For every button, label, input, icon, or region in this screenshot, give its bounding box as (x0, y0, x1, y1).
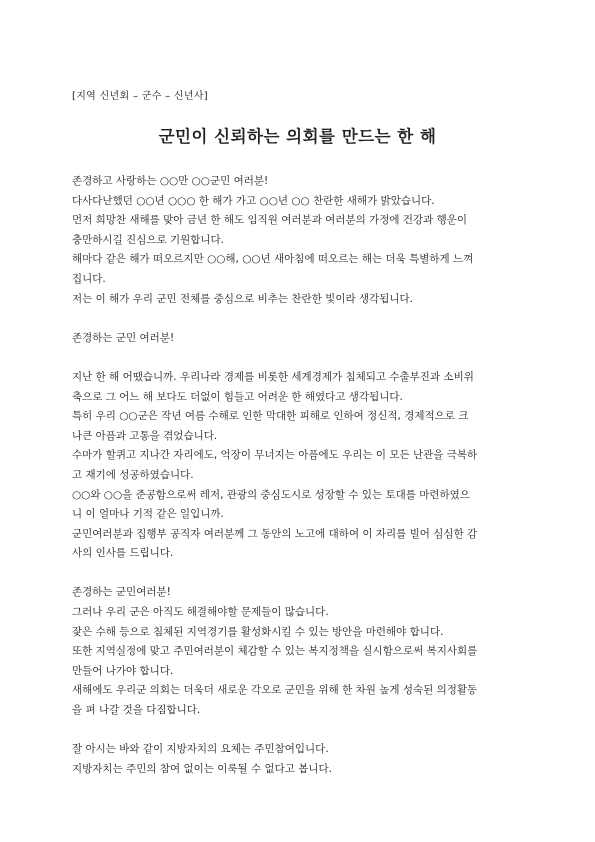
body-text-line: 해마다 같은 해가 떠오르지만 ○○해, ○○년 새아침에 떠오르는 해는 더욱 특별하게 느껴 (72, 253, 474, 266)
body-text-line: 사의 인사를 드립니다. (72, 547, 174, 560)
body-text-line: 만들어 나가야 합니다. (72, 664, 174, 677)
body-text-line: 다사다난했던 ○○년 ○○○ 한 해가 가고 ○○년 ○○ 찬란한 새해가 밝았습니다. (72, 194, 435, 207)
body-text-line: 집니다. (72, 272, 106, 285)
body-text-line: 군민여러분과 집행부 공직자 여러분께 그 동안의 노고에 대하여 이 자리를 빌어 심심한 감 (72, 527, 478, 540)
body-text-line: 새해에도 우리군 의회는 더욱더 새로운 각오로 군민을 위해 한 차원 높게 성숙된 의정활동 (72, 684, 478, 697)
body-text-line: 존경하고 사랑하는 ○○만 ○○군민 여러분! (72, 175, 269, 187)
blank-line (72, 721, 534, 741)
body-text-line: 나큰 아픔과 고통을 겪었습니다. (72, 429, 218, 442)
body-text-line: 니 이 얼마나 기적 같은 일입니까. (72, 508, 224, 521)
body-text-line: 존경하는 군민여러분! (72, 586, 171, 599)
document-category: [지역 신년회 – 군수 – 신년사] (72, 91, 208, 102)
body-text-line: 수마가 할퀴고 지나간 자리에도, 억장이 무너지는 아픔에도 우리는 이 모든 난관을 극복하 (72, 449, 478, 462)
body-text-line: 충만하시길 진심으로 기원합니다. (72, 233, 225, 246)
body-text-line: 잘 아시는 바와 같이 지방자치의 요체는 주민참여입니다. (72, 743, 329, 756)
body-text-line: 특히 우리 ○○군은 작년 여름 수해로 인한 막대한 피해로 인하여 정신적, 경제적으로 크 (72, 410, 469, 423)
body-text-line: 축으로 그 어느 해 보다도 더없이 힘들고 어려운 한 해였다고 생각됩니다. (72, 390, 403, 403)
document-title: 군민이 신뢰하는 의회를 만드는 한 해 (158, 127, 437, 146)
body-text-line: ○○와 ○○을 준공함으로써 레저, 관광의 중심도시로 성장할 수 있는 토대를 마련하였으 (72, 488, 470, 501)
blank-line (72, 564, 534, 584)
body-text-line: 잦은 수해 등으로 침체된 지역경기를 활성화시킬 수 있는 방안을 마련해야 합니다. (72, 625, 444, 638)
document-body (72, 172, 534, 779)
body-text-line: 지난 한 해 어땠습니까. 우리나라 경제를 비롯한 세계경제가 침체되고 수출부진과 소비위 (72, 370, 474, 383)
body-text-line: 고 재기에 성공하였습니다. (72, 468, 194, 481)
blank-line (72, 348, 534, 368)
body-text-line: 을 펴 나갈 것을 다짐합니다. (72, 704, 201, 717)
body-text-line: 먼저 희망찬 새해를 맞아 금년 한 해도 임직원 여러분과 여러분의 가정에 건강과 행운이 (72, 214, 468, 227)
body-text-line: 그러나 우리 군은 아직도 해결해야할 문제들이 많습니다. (72, 606, 329, 619)
body-text-line: 지방자치는 주민의 참여 없이는 이룩될 수 없다고 봅니다. (72, 762, 332, 775)
body-text-line: 존경하는 군민 여러분! (72, 331, 175, 344)
blank-line (72, 309, 534, 329)
body-text-line: 또한 지역실정에 맞고 주민여러분이 체감할 수 있는 복지정책을 실시함으로써 복지사회를 (72, 645, 478, 658)
body-text-line: 저는 이 해가 우리 군민 전체를 중심으로 비추는 찬란한 빛이라 생각됩니다. (72, 292, 414, 305)
